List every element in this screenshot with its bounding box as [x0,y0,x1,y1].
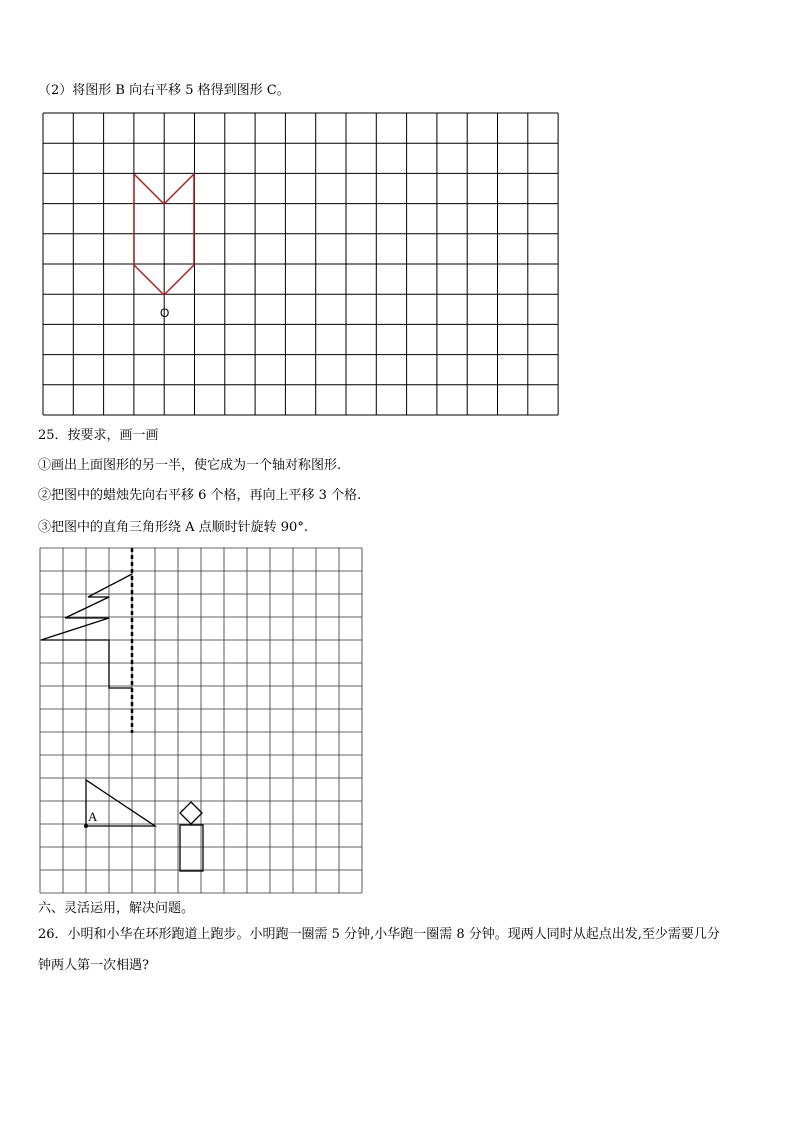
q26-line-1: 26．小明和小华在环形跑道上跑步。小明跑一圈需 5 分钟,小华跑一圈需 8 分钟。现两人同时从起点出发,至少需要几分 [38,927,720,942]
q25-item-2: ②把图中的蜡烛先向右平移 6 个格，再向上平移 3 个格. [38,488,362,503]
q25-item-1: ①画出上面图形的另一半，使它成为一个轴对称图形. [38,458,342,473]
half-tree-shape [41,574,132,688]
candle-flame [180,802,202,824]
point-o-label: O [160,306,170,320]
q25-title: 25．按要求，画一画 [38,428,159,443]
point-a-dot [84,824,88,828]
q26-line-2: 钟两人第一次相遇? [38,958,149,973]
q24-part2-instruction: （2）将图形 B 向右平移 5 格得到图形 C。 [38,83,290,98]
q25-item-3: ③把图中的直角三角形绕 A 点顺时针旋转 90°. [38,520,308,535]
grid-2-lines [40,548,362,893]
candle-body [180,825,203,871]
section-6-title: 六、灵活运用，解决问题。 [38,901,195,916]
point-a-label: A [88,809,98,824]
